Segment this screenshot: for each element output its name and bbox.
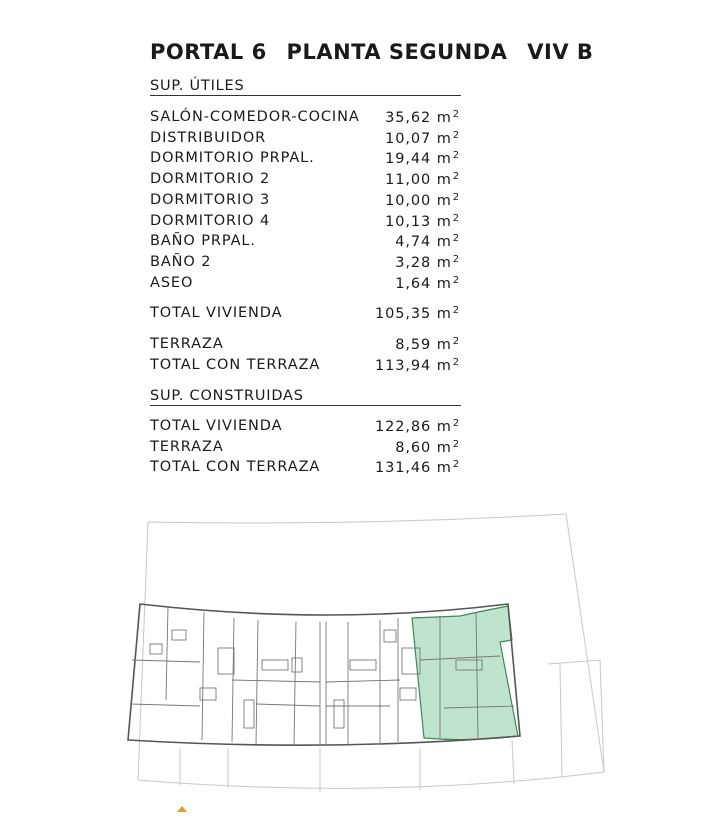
row-label: SALÓN-COMEDOR-COCINA [150,109,360,125]
row-value: 4,74 $m^2$ [395,233,460,251]
table-row [150,459,460,479]
title-vivienda: VIV B [527,40,594,64]
floor-plan [0,505,716,837]
title-planta: PLANTA SEGUNDA [286,40,508,64]
row-value: 10,07 $m^2$ [385,129,460,147]
row-label: BAÑO 2 [150,253,212,270]
row-value: 131,46 $m^2$ [375,459,460,477]
table-row-terraza-util [150,336,460,356]
page-title [150,40,605,64]
section-sup-utiles: SUP. ÚTILES [150,78,461,96]
row-label: TOTAL CON TERRAZA [150,459,321,476]
row-value: 11,00 $m^2$ [385,171,460,189]
table-row [150,418,460,438]
row-value: 8,59 $m^2$ [395,336,460,353]
row-label: DISTRIBUIDOR [150,129,267,146]
table-row-total-con-terraza-util [150,357,460,377]
table-row [150,233,460,253]
row-value: 10,13 $m^2$ [385,212,460,230]
row-value: 113,94 $m^2$ [375,357,460,374]
north-marker-icon [177,806,187,812]
table-row [150,130,460,150]
row-value: 19,44 $m^2$ [385,150,460,168]
row-value: 122,86 $m^2$ [375,418,460,435]
row-value: 3,28 $m^2$ [395,253,460,271]
table-row [150,171,460,191]
table-row [150,254,460,274]
row-label: TERRAZA [150,336,224,352]
row-label: DORMITORIO 3 [150,191,271,208]
table-row [150,192,460,212]
row-value: 10,00 $m^2$ [385,191,460,209]
section-sup-construidas: SUP. CONSTRUIDAS [150,388,461,406]
highlighted-unit [412,606,518,740]
row-label: BAÑO PRPAL. [150,233,256,250]
row-label: ASEO [150,274,194,291]
row-value: 1,64 $m^2$ [395,274,460,292]
row-label: TOTAL CON TERRAZA [150,357,321,373]
table-row [150,275,460,295]
row-label: TOTAL VIVIENDA [150,418,283,434]
title-portal: PORTAL 6 [150,40,267,64]
row-value: 105,35 $m^2$ [375,305,460,322]
table-row [150,150,460,170]
table-row [150,109,460,129]
row-label: DORMITORIO 4 [150,212,271,229]
table-row [150,213,460,233]
row-label: DORMITORIO 2 [150,171,271,188]
table-row [150,439,460,459]
row-label: DORMITORIO PRPAL. [150,150,315,167]
row-value: 8,60 $m^2$ [395,438,460,456]
row-label: TOTAL VIVIENDA [150,305,283,321]
table-row-total-vivienda-util [150,305,460,325]
row-label: TERRAZA [150,438,224,455]
row-value: 35,62 $m^2$ [385,109,460,126]
